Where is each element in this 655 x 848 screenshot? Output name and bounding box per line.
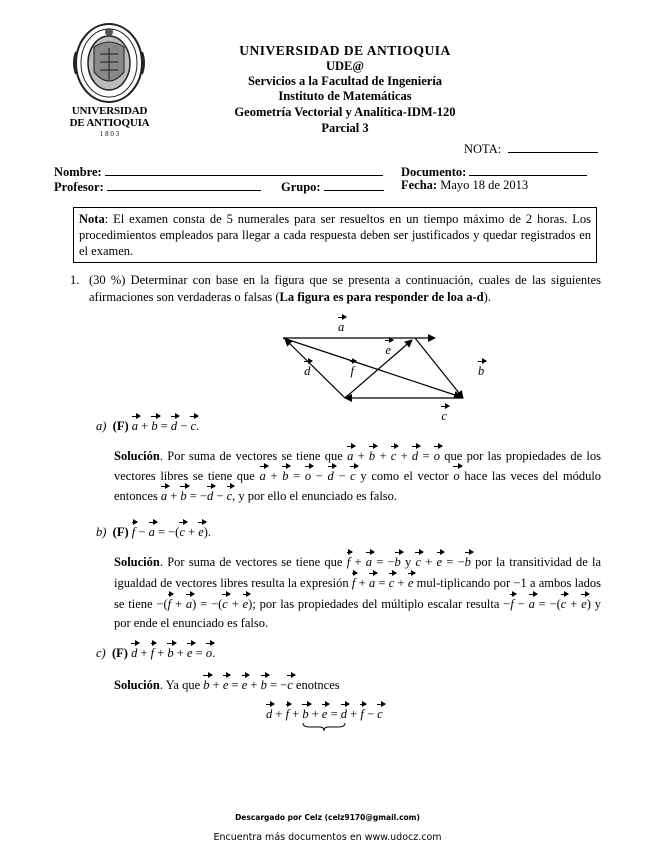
item-c-letter: c) [96, 646, 106, 660]
solution-a-label: Solución [114, 449, 160, 463]
seal-icon [62, 22, 157, 104]
item-b-letter: b) [96, 525, 107, 539]
solution-a-text5: , y por ello el enunciado es falso. [232, 489, 398, 503]
item-b-answer: (F) [112, 525, 129, 539]
problem-number: 1. [70, 273, 80, 287]
item-a-letter: a) [96, 419, 107, 433]
vector-d [285, 339, 345, 398]
label-e: e [385, 339, 391, 357]
problem-text: (30 %) Determinar con base en la figura que se presenta a continuación, cuales de las siguientes afirmaciones son verdaderas o falsas ( [89, 273, 601, 304]
vector-b [415, 338, 463, 398]
solution-b-text2: y [405, 555, 412, 569]
solution-b-text6: y por ende el enunciado es falso. [114, 597, 601, 630]
university-title: UNIVERSIDAD DE ANTIOQUIA [239, 43, 451, 58]
item-c-statement: c) (F) d + f + b + e = o. [96, 642, 215, 661]
solution-c-text1: . Ya que [159, 678, 201, 692]
label-f: f [350, 360, 353, 378]
nombre-label: Nombre: [54, 165, 102, 179]
solution-b: Solución. Por suma de vectores se tiene que f + a = −b y c + e = −b por la transitividad de la igualdad de vectores libres resulta la expresión f + a = c + e mul-tiplicando por −1 a ambos lados se tiene −(f + a) = −(c + e); por las propiedades del múltiplo escalar resulta −f − a = −(c + e) y por ende el enunciado es falso. [114, 551, 601, 633]
solution-c-label: Solución [114, 678, 160, 692]
profesor-label: Profesor: [54, 180, 104, 194]
profesor-input[interactable] [107, 178, 261, 191]
institute-title: Instituto de Matemáticas [278, 89, 412, 103]
fecha-label: Fecha: [401, 178, 438, 192]
solution-a: Solución. Por suma de vectores se tiene que a + b + c + d = o que por las propiedades de los vectores libres se tiene que a + b = o − d − c y como el vector o hace las veces del módulo entonces a + b = −d − c, y por ello el enunciado es falso. [114, 445, 601, 505]
logo-name-line1: UNIVERSIDAD [71, 105, 148, 117]
grupo-label: Grupo: [281, 180, 321, 194]
item-a-answer: (F) [112, 419, 129, 433]
note-label: Nota [79, 212, 105, 226]
grupo-field [281, 178, 384, 195]
grupo-input[interactable] [324, 178, 384, 191]
solution-b-text1: . Por suma de vectores se tiene que [159, 555, 343, 569]
fecha-value: Mayo 18 de 2013 [440, 178, 529, 192]
nota-field [464, 140, 598, 157]
nota-label: NOTA: [464, 142, 502, 156]
short-title: UDE@ [325, 59, 365, 73]
problem-statement [89, 272, 601, 306]
nombre-input[interactable] [105, 163, 383, 176]
solution-c-equation: d + f + b + e = d + f − c [266, 703, 383, 722]
exam-title: Parcial 3 [321, 121, 369, 135]
documento-input[interactable] [469, 163, 587, 176]
note-text: : El examen consta de 5 numerales para ser resueltos en un tiempo máximo de 2 horas. Los procedimientos empleados para llegar a cada respuesta deben ser justificados y quedar registrados en el examen. [79, 212, 591, 258]
label-b: b [478, 360, 484, 378]
item-b-statement: b) (F) f − a = −(c + e). [96, 521, 211, 540]
label-a: a [338, 316, 344, 334]
problem-bold-text: La figura es para responder de loa a-d [279, 290, 484, 304]
item-a-statement: a) (F) a + b = d − c. [96, 415, 199, 434]
documento-label: Documento: [401, 165, 467, 179]
vector-e [345, 340, 412, 398]
exam-note-box [73, 207, 597, 263]
underbrace: b + e [302, 703, 327, 722]
fecha-field [401, 178, 528, 193]
label-d: d [304, 360, 310, 378]
footer-more-documents: Encuentra más documentos en www.udocz.com [213, 832, 442, 843]
solution-a-text4: hace las veces del módulo entonces [114, 469, 602, 503]
solution-c-text2: enotnces [295, 678, 340, 692]
solution-b-text5: ; por las propiedades del múltiplo escalar resulta [252, 597, 500, 611]
problem-text-end: ). [483, 290, 491, 304]
nota-input[interactable] [508, 140, 598, 153]
label-c: c [441, 405, 447, 423]
logo-year: 1 8 0 3 [99, 130, 120, 138]
solution-a-text1: . Por suma de vectores se tiene que [159, 449, 343, 463]
solution-c: Solución. Ya que b + e = e + b = −c enotnces [114, 674, 601, 694]
services-title: Servicios a la Facultad de Ingeniería [247, 74, 443, 88]
solution-b-text4: mul-tiplicando por −1 a ambos lados se tiene [114, 576, 601, 611]
university-logo [62, 22, 157, 140]
course-title: Geometría Vectorial y Analítica-IDM-120 [234, 105, 456, 119]
solution-b-text3: por la transitividad de la igualdad de vectores libres resulta la expresión [114, 555, 602, 590]
solution-b-label: Solución [114, 555, 160, 569]
item-c-answer: (F) [111, 646, 128, 660]
footer-downloaded: Descargado por Celz (celz9170@gmail.com) [235, 813, 420, 822]
solution-a-text3: y como el vector [360, 469, 449, 483]
logo-name-line2: DE ANTIOQUIA [69, 117, 150, 129]
solution-a-text2: que por las propiedades de los vectores libres se tiene que [114, 449, 602, 483]
profesor-field [54, 178, 261, 195]
